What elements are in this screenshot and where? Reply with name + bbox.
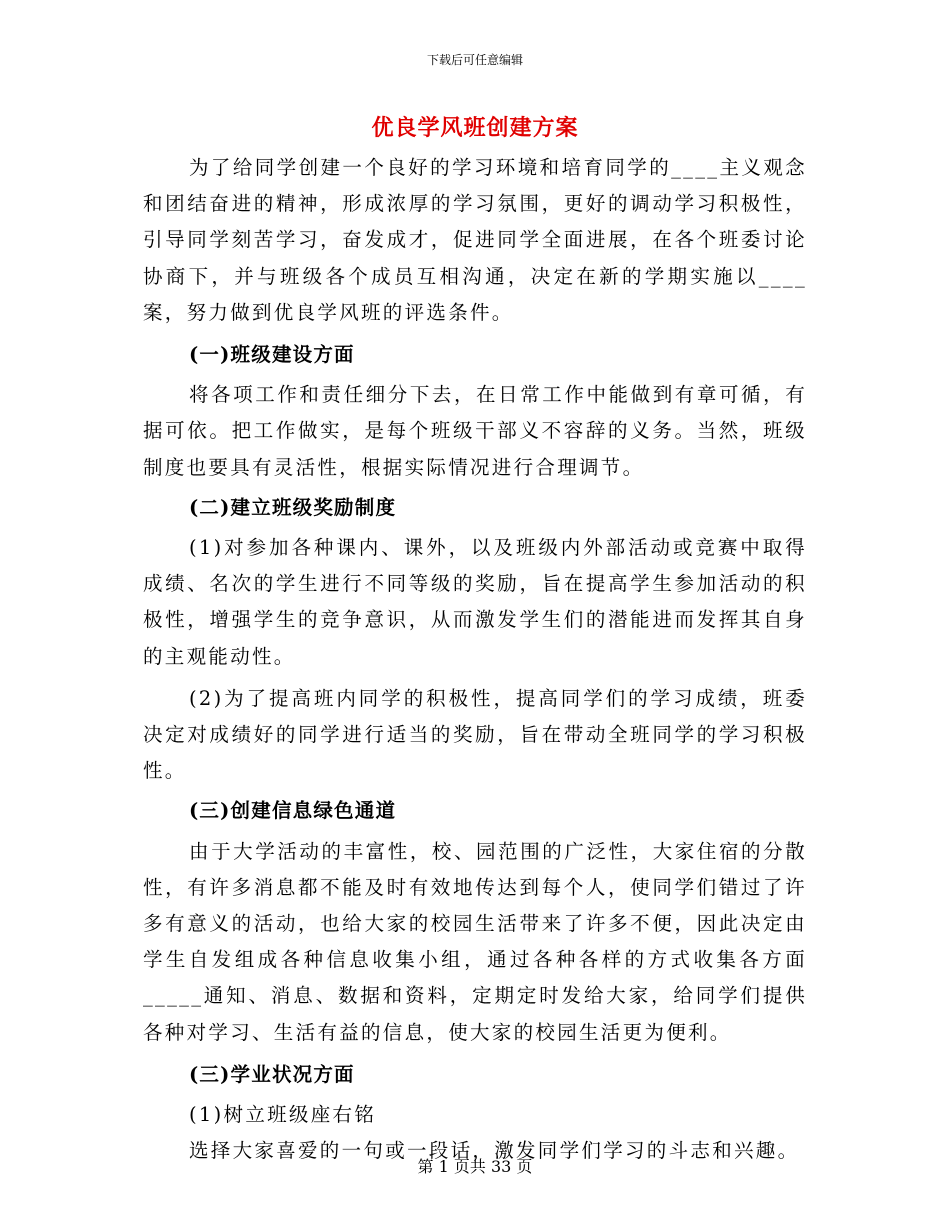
paragraph-class-building: 将各项工作和责任细分下去，在日常工作中能做到有章可循，有据可依。把工作做实，是每个班级干部义不容辞的义务。当然，班级制度也要具有灵活性，根据实际情况进行合理调节。 xyxy=(143,383,807,479)
section-heading-academic: (三)学业状况方面 xyxy=(189,1062,355,1086)
paragraph-reward-2: (2)为了提高班内同学的积极性，提高同学们的学习成绩，班委决定对成绩好的同学进行适当的奖励，旨在带动全班同学的学习积极性。 xyxy=(143,686,807,783)
document-body xyxy=(143,150,807,1169)
paragraph-academic-motto-desc: 选择大家喜爱的一句或一段话，激发同学们学习的斗志和兴趣。 xyxy=(189,1139,800,1163)
paragraph-academic-motto: (1)树立班级座右铭 xyxy=(189,1103,377,1127)
page-footer: 第 1 页共 33 页 xyxy=(417,1157,533,1176)
page-header: 下载后可任意编辑 xyxy=(426,53,523,67)
document-title: 优良学风班创建方案 xyxy=(371,115,579,141)
section-heading-reward-system: (二)建立班级奖励制度 xyxy=(189,495,397,519)
intro-paragraph: 为了给同学创建一个良好的学习环境和培育同学的____主义观念和团结奋进的精神，形成浓厚的学习氛围，更好的调动学习积极性，引导同学刻苦学习，奋发成才，促进同学全面进展，在各个班委讨论协商下，并与班级各个成员互相沟通，决定在新的学期实施以____案，努力做到优良学风班的评选条件。 xyxy=(143,156,807,324)
paragraph-info-channel: 由于大学活动的丰富性，校、园范围的广泛性，大家住宿的分散性，有许多消息都不能及时有效地传达到每个人，使同学们错过了许多有意义的活动，也给大家的校园生活带来了许多不便，因此决定由学生自发组成各种信息收集小组，通过各种各样的方式收集各方面_____通知、消息、数据和资料，定期定时发给大家，给同学们提供各种对学习、生活有益的信息，使大家的校园生活更为便利。 xyxy=(143,839,807,1044)
section-heading-info-channel: (三)创建信息绿色通道 xyxy=(189,799,397,823)
paragraph-reward-1: (1)对参加各种课内、课外，以及班级内外部活动或竞赛中取得成绩、名次的学生进行不同等级的奖励，旨在提高学生参加活动的积极性，增强学生的竞争意识，从而激发学生们的潜能进而发挥其自身的主观能动性。 xyxy=(143,536,807,668)
section-heading-class-building: (一)班级建设方面 xyxy=(189,343,355,367)
